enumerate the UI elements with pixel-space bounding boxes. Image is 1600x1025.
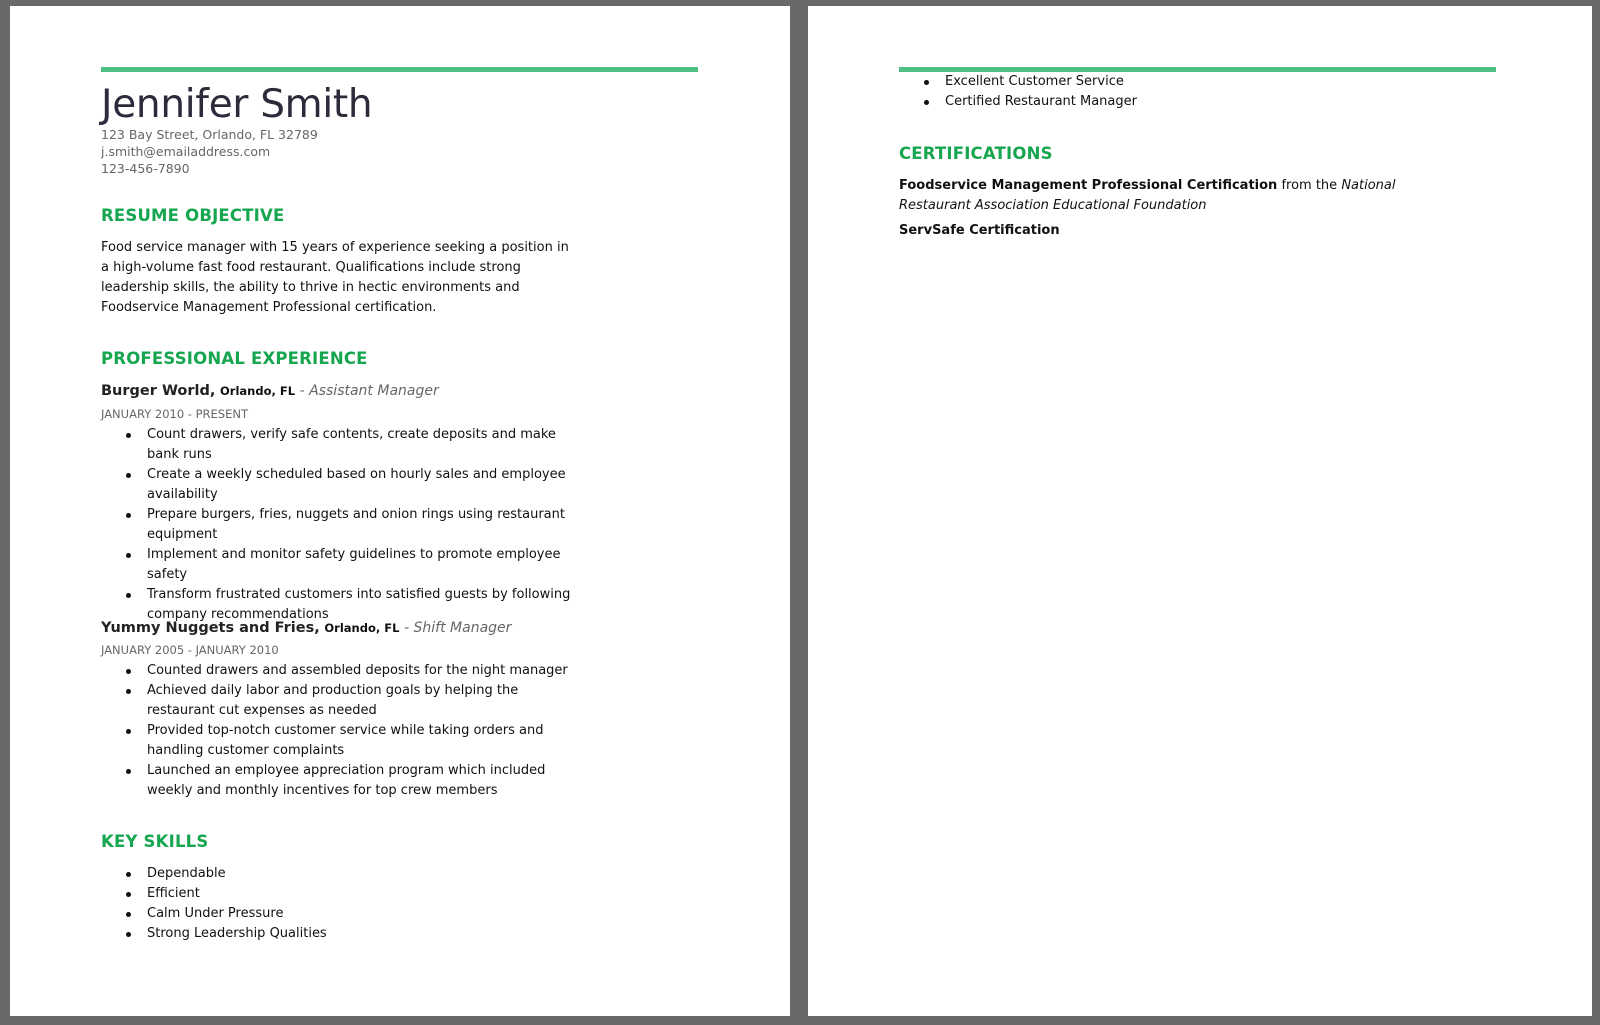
phone: 123-456-7890: [101, 161, 190, 176]
list-item: Transform frustrated customers into satisfied guests by following company recommendations: [147, 585, 587, 625]
skills-list: [101, 864, 587, 944]
job-bullets: [101, 425, 587, 625]
job-dates: JANUARY 2010 - PRESENT: [101, 407, 248, 421]
list-item: Achieved daily labor and production goals by helping the restaurant cut expenses as needed: [147, 681, 587, 721]
list-item: Launched an employee appreciation program which included weekly and monthly incentives for top crew members: [147, 761, 587, 801]
job-company: Burger World,: [101, 383, 216, 399]
list-item: Calm Under Pressure: [147, 904, 587, 924]
job-role: - Shift Manager: [404, 620, 512, 636]
job-location: Orlando, FL: [220, 384, 296, 398]
certification-connector: from the: [1281, 178, 1338, 193]
objective-heading: RESUME OBJECTIVE: [101, 206, 285, 225]
email: j.smith@emailaddress.com: [101, 144, 271, 159]
job-header: [101, 620, 511, 636]
list-item: Prepare burgers, fries, nuggets and onion rings using restaurant equipment: [147, 505, 587, 545]
certifications-heading: CERTIFICATIONS: [899, 144, 1053, 163]
list-item: Provided top-notch customer service while taking orders and handling customer complaints: [147, 721, 587, 761]
job-dates: JANUARY 2005 - JANUARY 2010: [101, 643, 279, 657]
objective-text: Food service manager with 15 years of experience seeking a position in a high-volume fast food restaurant. Qualifications include strong leadership skills, the ability to thrive in hectic environments and Foodservice Management Professional certification.: [101, 240, 569, 315]
candidate-name: Jennifer Smith: [101, 82, 373, 127]
certification-issuer: National Restaurant Association Educational Foundation: [899, 178, 1396, 213]
certification-entry: [899, 176, 1399, 216]
contact-block: [101, 126, 318, 177]
skills-heading: KEY SKILLS: [101, 832, 209, 851]
certification-name: Foodservice Management Professional Certification: [899, 178, 1278, 193]
list-item: Counted drawers and assembled deposits for the night manager: [147, 661, 587, 681]
job-role: - Assistant Manager: [299, 383, 439, 399]
job-bullets: [101, 661, 587, 801]
list-item: Dependable: [147, 864, 587, 884]
header-rule: [101, 67, 698, 72]
list-item: Count drawers, verify safe contents, create deposits and make bank runs: [147, 425, 587, 465]
list-item: Excellent Customer Service: [945, 72, 1385, 92]
job-company: Yummy Nuggets and Fries,: [101, 620, 320, 636]
job-location: Orlando, FL: [324, 621, 400, 635]
list-item: Certified Restaurant Manager: [945, 92, 1385, 112]
list-item: Strong Leadership Qualities: [147, 924, 587, 944]
skills-list-continued: [899, 72, 1385, 112]
experience-heading: PROFESSIONAL EXPERIENCE: [101, 349, 368, 368]
list-item: Implement and monitor safety guidelines to promote employee safety: [147, 545, 587, 585]
job-header: [101, 383, 439, 399]
address: 123 Bay Street, Orlando, FL 32789: [101, 127, 318, 142]
resume-page-1: [10, 6, 790, 1016]
list-item: Create a weekly scheduled based on hourly sales and employee availability: [147, 465, 587, 505]
resume-page-2: [808, 6, 1592, 1016]
list-item: Efficient: [147, 884, 587, 904]
certification-name: ServSafe Certification: [899, 223, 1060, 238]
certification-entry: [899, 221, 1399, 241]
